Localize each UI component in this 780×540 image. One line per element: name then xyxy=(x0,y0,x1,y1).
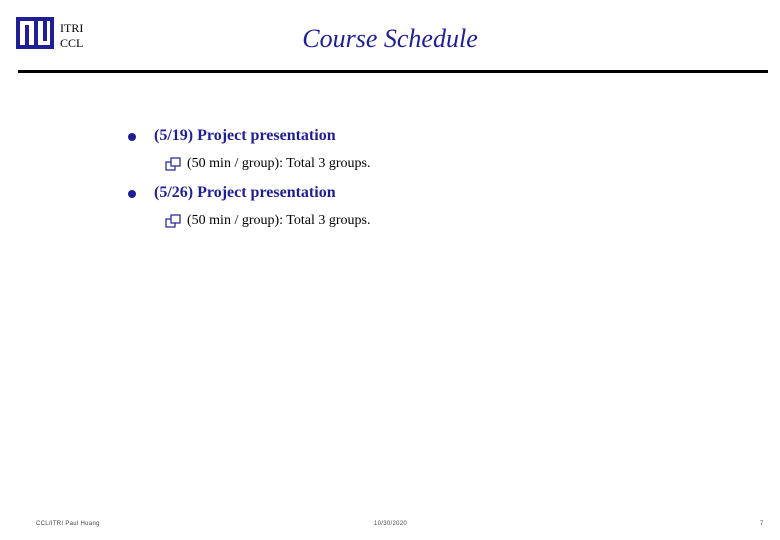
org-line-1: ITRI xyxy=(60,21,84,35)
bullet-icon xyxy=(128,133,136,141)
header-divider xyxy=(18,70,768,73)
page-title: Course Schedule xyxy=(302,24,478,53)
schedule-item-2: (5/26) Project presentation xyxy=(154,184,336,201)
bullet-icon xyxy=(128,190,136,198)
footer-page-number: 7 xyxy=(760,521,764,527)
sub-bullet-icon xyxy=(165,214,181,228)
schedule-item-1-detail: (50 min / group): Total 3 groups. xyxy=(187,156,371,171)
itri-logo-icon xyxy=(16,17,54,49)
schedule-item-1: (5/19) Project presentation xyxy=(154,127,336,144)
footer-date: 10/30/2020 xyxy=(374,521,408,527)
sub-bullet-icon xyxy=(165,157,181,171)
schedule-item-2-detail: (50 min / group): Total 3 groups. xyxy=(187,213,371,228)
footer-author: CCL/ITRI Paul Huang xyxy=(36,521,100,527)
org-line-2: CCL xyxy=(60,36,84,50)
org-label xyxy=(60,21,83,51)
